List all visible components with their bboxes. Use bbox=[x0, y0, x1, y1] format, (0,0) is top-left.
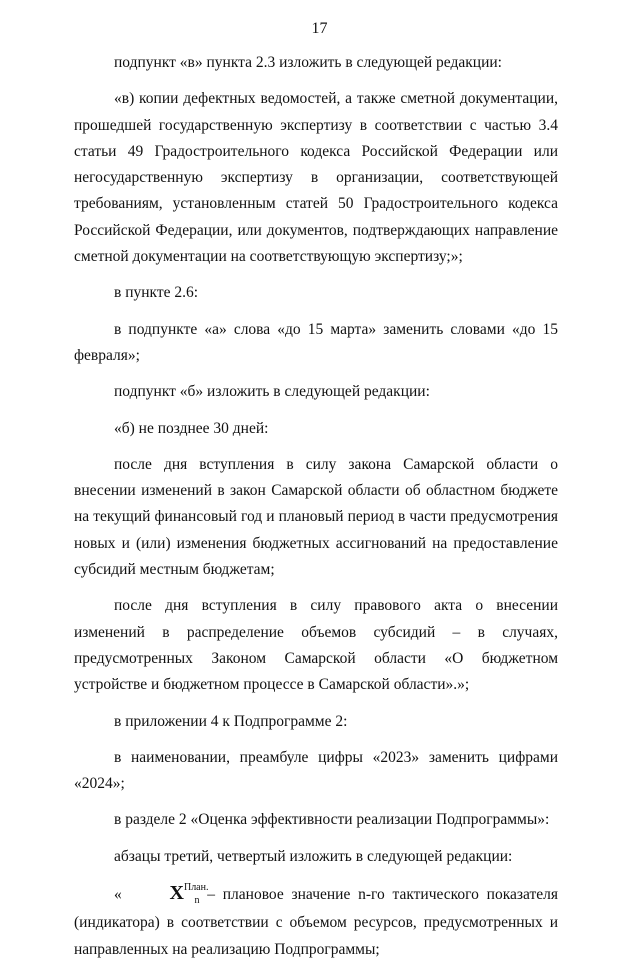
paragraph-10: в наименовании, преамбуле цифры «2023» заменить цифрами «2024»; bbox=[74, 748, 558, 793]
paragraph-7: после дня вступления в силу закона Самарской области о внесении изменений в закон Самарской области об областном бюджете на текущий финансовый год и плановый период в части предусмотрения новых и (или) изменения бюджетных ассигнований на предоставление субсидий местным бюджетам; bbox=[74, 455, 558, 579]
paragraph-4: в подпункте «а» слова «до 15 марта» заменить словами «до 15 февраля»; bbox=[74, 320, 558, 364]
formula-symbol bbox=[130, 880, 209, 910]
formula-superscript: План. bbox=[183, 882, 209, 894]
paragraph-3: в пункте 2.6: bbox=[114, 284, 199, 302]
paragraph-12: абзацы третий, четвертый изложить в следующей редакции: bbox=[114, 847, 513, 865]
formula-symbol-x: X bbox=[169, 882, 184, 905]
formula-subscript: n bbox=[194, 895, 200, 907]
paragraph-2: «в) копии дефектных ведомостей, а также сметной документации, прошедшей государственную экспертизу в соответствии с частью 3.4 статьи 49 Градостроительного кодекса Российской Федерации или негосударственную экспертизу в организации, соответствующей требованиям, установленным статей 50 Градостроительного кодекса Российской Федерации, или документов, подтверждающих направление сметной документации на соответствующую экспертизу;»; bbox=[74, 90, 558, 266]
page-number: 17 bbox=[311, 20, 328, 37]
paragraph-1: подпункт «в» пункта 2.3 изложить в следующей редакции: bbox=[114, 54, 502, 71]
formula-text: – плановое значение n-го тактического показателя (индикатора) в соответствии с объемом ресурсов, предусмотренных и направленных на реализацию Подпрограммы; bbox=[74, 886, 558, 958]
formula-open-quote: « bbox=[114, 886, 122, 904]
formula-paragraph bbox=[74, 880, 558, 963]
paragraph-11: в разделе 2 «Оценка эффективности реализации Подпрограммы»: bbox=[114, 811, 550, 829]
paragraph-9: в приложении 4 к Подпрограмме 2: bbox=[114, 712, 348, 730]
paragraph-6: «б) не позднее 30 дней: bbox=[114, 419, 269, 437]
document-body bbox=[74, 50, 558, 963]
paragraph-5: подпункт «б» изложить в следующей редакции: bbox=[114, 383, 430, 401]
paragraph-8: после дня вступления в силу правового акта о внесении изменений в распределение объемов субсидий – в случаях, предусмотренных Законом Самарской области «О бюджетном устройстве и бюджетном процессе в Самарской области».»; bbox=[74, 597, 558, 694]
